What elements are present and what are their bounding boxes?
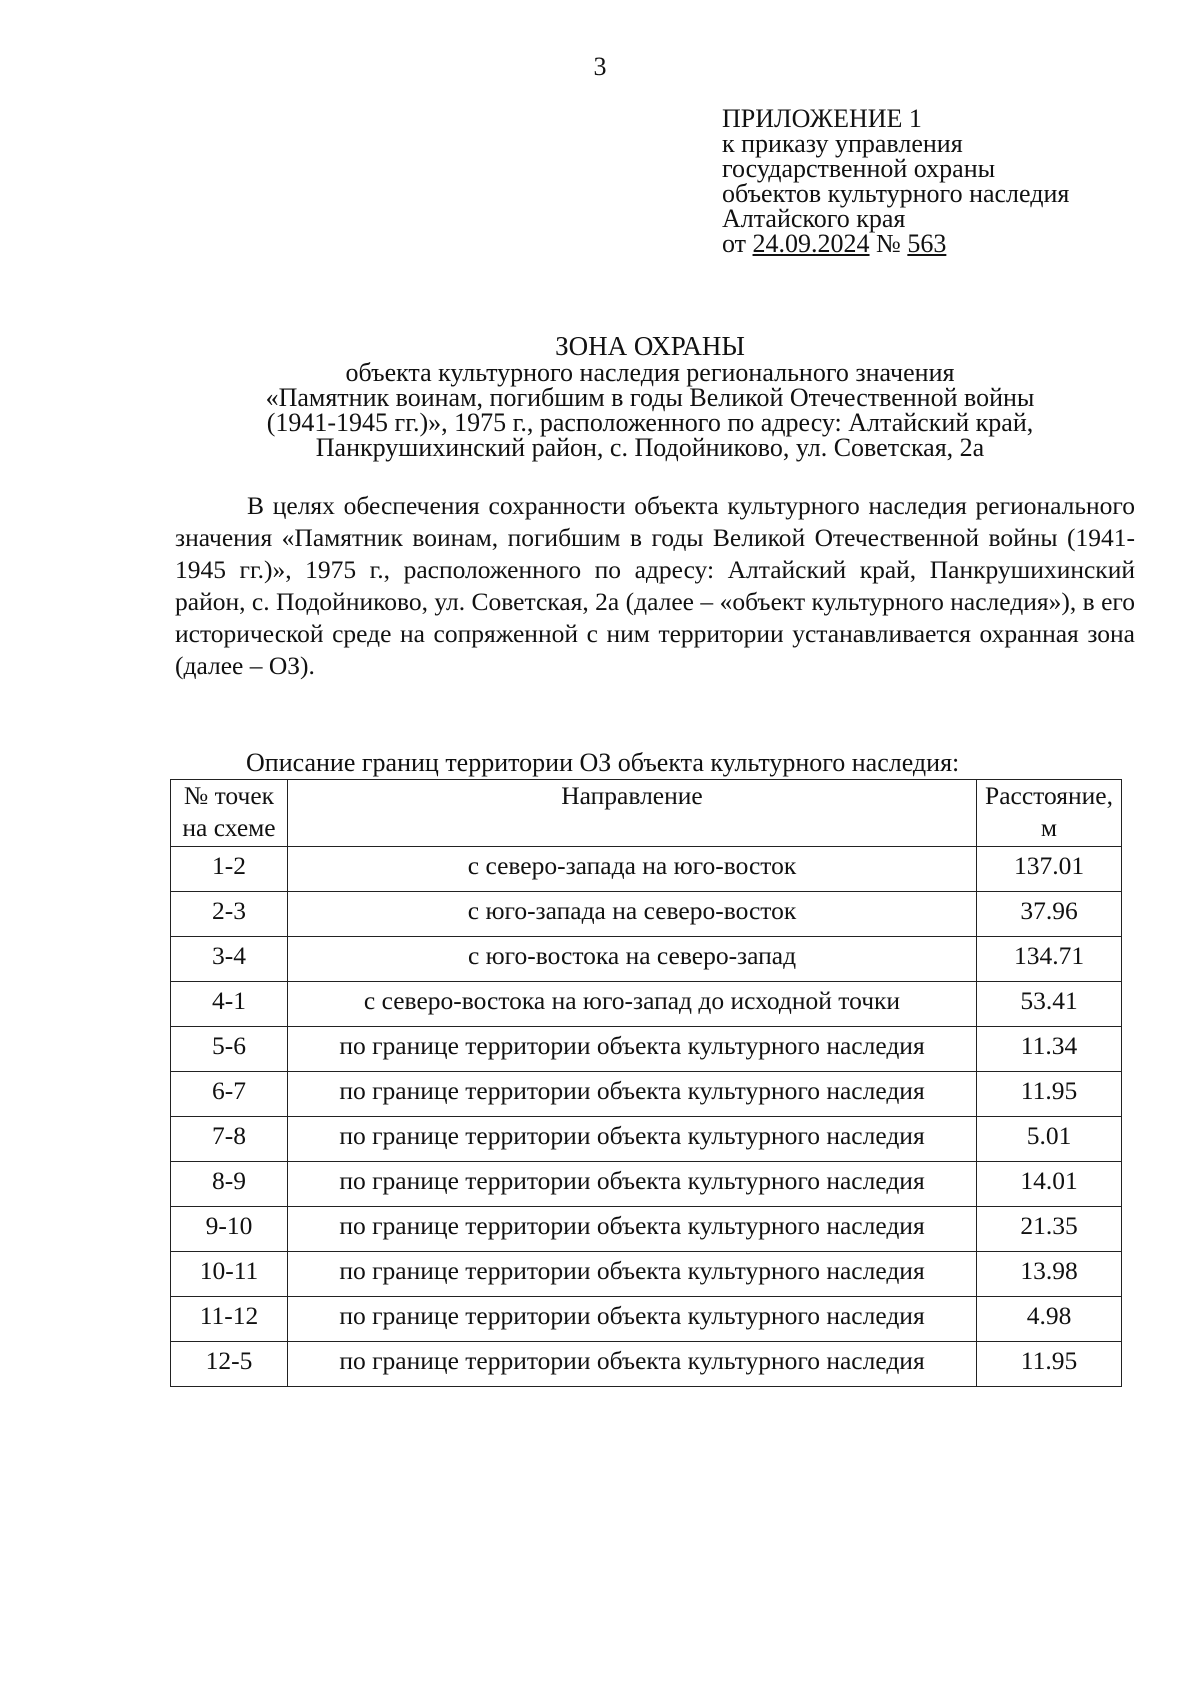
header-points-line-1: № точек (183, 781, 275, 810)
page-number: 3 (593, 52, 607, 81)
cell-distance: 11.95 (977, 1072, 1122, 1117)
table-row (171, 937, 1122, 982)
table-row (171, 1072, 1122, 1117)
cell-points: 2-3 (171, 892, 288, 937)
appendix-line-2: государственной охраны (722, 154, 996, 183)
cell-distance: 21.35 (977, 1207, 1122, 1252)
cell-points: 11-12 (171, 1297, 288, 1342)
heading-line-1: объекта культурного наследия регионального значения (345, 358, 955, 387)
appendix-block (722, 106, 1069, 256)
boundary-table (170, 779, 1122, 1387)
table-row (171, 1342, 1122, 1387)
cell-distance: 137.01 (977, 847, 1122, 892)
table-row (171, 892, 1122, 937)
appendix-line-3: объектов культурного наследия (722, 179, 1070, 208)
order-number: 563 (907, 229, 947, 258)
document-heading (170, 331, 1130, 462)
header-distance-line-2: м (1040, 813, 1058, 842)
heading-title: ЗОНА ОХРАНЫ (555, 331, 745, 361)
appendix-title: ПРИЛОЖЕНИЕ 1 (722, 104, 922, 133)
table-row (171, 847, 1122, 892)
appendix-line-1: к приказу управления (722, 129, 963, 158)
cell-direction: по границе территории объекта культурного наследия (288, 1207, 977, 1252)
table-header-row (171, 780, 1122, 847)
cell-direction: по границе территории объекта культурного наследия (288, 1072, 977, 1117)
table-caption: Описание границ территории ОЗ объекта культурного наследия: (246, 748, 960, 777)
table-row (171, 1297, 1122, 1342)
cell-distance: 14.01 (977, 1162, 1122, 1207)
cell-distance: 53.41 (977, 982, 1122, 1027)
cell-points: 6-7 (171, 1072, 288, 1117)
body-paragraph: В целях обеспечения сохранности объекта культурного наследия регионального значения «Памятник воинам, погибшим в годы Великой Отечественной войны (1941-1945 гг.)», 1975 г., расположенного по адресу: Алтайский край, Панкрушихинский район, с. Подойниково, ул. Советская, 2а (далее – «объект культурного наследия»), в его исторической среде на сопряженной с ним территории устанавливается охранная зона (далее – ОЗ). (175, 491, 1135, 680)
cell-distance: 4.98 (977, 1297, 1122, 1342)
header-direction: Направление (288, 780, 977, 847)
cell-direction: с юго-запада на северо-восток (288, 892, 977, 937)
cell-points: 5-6 (171, 1027, 288, 1072)
cell-distance: 5.01 (977, 1117, 1122, 1162)
heading-line-2: «Памятник воинам, погибшим в годы Великой Отечественной войны (265, 383, 1035, 412)
cell-points: 3-4 (171, 937, 288, 982)
heading-line-3: (1941-1945 гг.)», 1975 г., расположенного по адресу: Алтайский край, (266, 408, 1034, 437)
cell-distance: 11.95 (977, 1342, 1122, 1387)
appendix-date-line (722, 231, 1069, 256)
cell-points: 12-5 (171, 1342, 288, 1387)
table-row (171, 1162, 1122, 1207)
header-distance-line-1: Расстояние, (985, 781, 1113, 810)
table-row (171, 1117, 1122, 1162)
cell-direction: с северо-востока на юго-запад до исходной точки (288, 982, 977, 1027)
cell-points: 1-2 (171, 847, 288, 892)
cell-points: 10-11 (171, 1252, 288, 1297)
cell-direction: с юго-востока на северо-запад (288, 937, 977, 982)
cell-direction: с северо-запада на юго-восток (288, 847, 977, 892)
appendix-line-4: Алтайского края (722, 204, 906, 233)
table-row (171, 982, 1122, 1027)
cell-points: 9-10 (171, 1207, 288, 1252)
cell-distance: 11.34 (977, 1027, 1122, 1072)
cell-distance: 37.96 (977, 892, 1122, 937)
cell-distance: 13.98 (977, 1252, 1122, 1297)
cell-distance: 134.71 (977, 937, 1122, 982)
number-prefix: № (869, 229, 908, 258)
cell-direction: по границе территории объекта культурного наследия (288, 1342, 977, 1387)
cell-direction: по границе территории объекта культурного наследия (288, 1297, 977, 1342)
order-date: 24.09.2024 (752, 229, 870, 258)
heading-line-4: Панкрушихинский район, с. Подойниково, ул. Советская, 2а (315, 433, 985, 462)
cell-direction: по границе территории объекта культурного наследия (288, 1252, 977, 1297)
cell-direction: по границе территории объекта культурного наследия (288, 1162, 977, 1207)
date-prefix: от (722, 229, 753, 258)
cell-direction: по границе территории объекта культурного наследия (288, 1027, 977, 1072)
table-row (171, 1207, 1122, 1252)
cell-points: 4-1 (171, 982, 288, 1027)
cell-direction: по границе территории объекта культурного наследия (288, 1117, 977, 1162)
cell-points: 8-9 (171, 1162, 288, 1207)
table-row (171, 1027, 1122, 1072)
header-points-line-2: на схеме (182, 813, 276, 842)
header-points (171, 780, 288, 847)
cell-points: 7-8 (171, 1117, 288, 1162)
table-row (171, 1252, 1122, 1297)
header-distance (977, 780, 1122, 847)
